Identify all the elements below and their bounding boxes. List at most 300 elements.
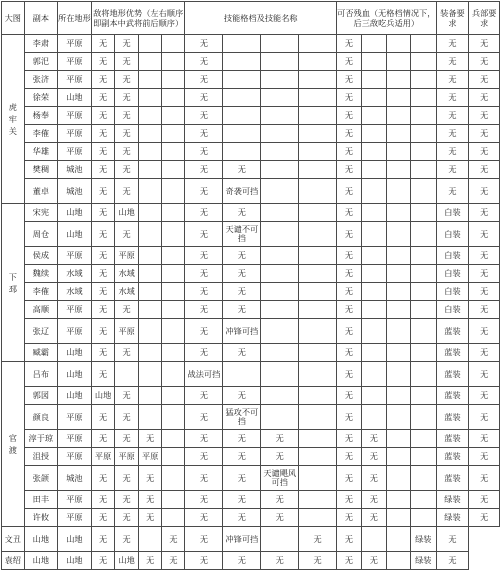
skill-slot-cell: 奇袭可挡 bbox=[223, 179, 261, 204]
low-health-cell bbox=[386, 362, 410, 387]
dungeon-name-cell: 袁绍 bbox=[2, 552, 25, 570]
troop-cell: 无 bbox=[469, 509, 500, 527]
region-label: 官渡 bbox=[8, 433, 17, 455]
terrain-cell: 山地 bbox=[58, 387, 92, 405]
dungeon-name-cell: 张辽 bbox=[24, 319, 57, 344]
low-health-cell: 无 bbox=[337, 430, 362, 448]
low-health-cell: 无 bbox=[337, 161, 362, 179]
low-health-cell bbox=[361, 265, 386, 283]
low-health-cell: 无 bbox=[361, 430, 386, 448]
skill-slot-cell bbox=[261, 53, 299, 71]
skill-slot-cell: 无 bbox=[185, 179, 223, 204]
skill-slot-cell bbox=[299, 71, 337, 89]
region-label: 虎牢关 bbox=[8, 102, 17, 136]
skill-slot-cell bbox=[261, 405, 299, 430]
enemy-advantage-cell: 无 bbox=[91, 89, 115, 107]
enemy-advantage-cell bbox=[162, 71, 185, 89]
low-health-cell: 无 bbox=[337, 405, 362, 430]
enemy-advantage-cell bbox=[138, 204, 162, 222]
terrain-cell: 水域 bbox=[58, 265, 92, 283]
dungeon-name-cell: 华雄 bbox=[24, 143, 57, 161]
skill-slot-cell: 无 bbox=[185, 204, 223, 222]
enemy-advantage-cell bbox=[138, 89, 162, 107]
low-health-cell bbox=[411, 466, 436, 491]
troop-cell: 无 bbox=[469, 107, 500, 125]
skill-slot-cell bbox=[261, 362, 299, 387]
table-row bbox=[2, 125, 500, 143]
equipment-cell: 无 bbox=[436, 35, 469, 53]
skill-slot-cell bbox=[299, 466, 337, 491]
enemy-advantage-cell: 无 bbox=[91, 204, 115, 222]
low-health-cell bbox=[361, 222, 386, 247]
skill-slot-cell: 无 bbox=[185, 265, 223, 283]
enemy-advantage-cell bbox=[162, 509, 185, 527]
enemy-advantage-cell: 无 bbox=[91, 527, 115, 552]
skill-slot-cell bbox=[299, 161, 337, 179]
dungeon-name-cell: 李肃 bbox=[24, 35, 57, 53]
strategy-table-container bbox=[1, 1, 500, 570]
skill-slot-cell: 无 bbox=[223, 430, 261, 448]
troop-cell: 无 bbox=[469, 362, 500, 387]
table-row bbox=[2, 222, 500, 247]
skill-slot-cell: 天谴飓风 可挡 bbox=[261, 466, 299, 491]
enemy-advantage-cell: 无 bbox=[138, 430, 162, 448]
skill-slot-cell bbox=[299, 143, 337, 161]
skill-slot-cell: 无 bbox=[223, 247, 261, 265]
dungeon-name-cell: 樊稠 bbox=[24, 161, 57, 179]
header-skill-slots: 技能格档及技能名称 bbox=[185, 2, 337, 35]
table-row bbox=[2, 344, 500, 362]
low-health-cell bbox=[411, 53, 436, 71]
enemy-advantage-cell: 山地 bbox=[91, 387, 115, 405]
low-health-cell bbox=[386, 344, 410, 362]
low-health-cell: 无 bbox=[337, 301, 362, 319]
table-row bbox=[2, 362, 500, 387]
troop-cell: 无 bbox=[469, 161, 500, 179]
low-health-cell: 无 bbox=[337, 265, 362, 283]
troop-cell: 无 bbox=[469, 430, 500, 448]
skill-slot-cell: 冲锋可挡 bbox=[223, 527, 261, 552]
low-health-cell bbox=[361, 405, 386, 430]
skill-slot-cell: 无 bbox=[223, 265, 261, 283]
terrain-cell: 平原 bbox=[58, 405, 92, 430]
low-health-cell: 无 bbox=[337, 527, 362, 552]
skill-slot-cell bbox=[223, 53, 261, 71]
troop-cell: 无 bbox=[469, 125, 500, 143]
low-health-cell bbox=[411, 125, 436, 143]
enemy-advantage-cell bbox=[115, 362, 139, 387]
skill-slot-cell: 无 bbox=[185, 491, 223, 509]
dungeon-name-cell: 周仓 bbox=[24, 222, 57, 247]
low-health-cell: 无 bbox=[337, 344, 362, 362]
enemy-advantage-cell: 山地 bbox=[58, 527, 92, 552]
table-row bbox=[2, 283, 500, 301]
enemy-advantage-cell bbox=[162, 362, 185, 387]
skill-slot-cell bbox=[299, 125, 337, 143]
equipment-cell: 蓝装 bbox=[436, 405, 469, 430]
enemy-advantage-cell: 无 bbox=[115, 71, 139, 89]
skill-slot-cell: 无 bbox=[261, 491, 299, 509]
enemy-advantage-cell: 无 bbox=[115, 179, 139, 204]
low-health-cell: 无 bbox=[337, 247, 362, 265]
low-health-cell: 无 bbox=[337, 107, 362, 125]
table-row bbox=[2, 448, 500, 466]
enemy-advantage-cell: 平原 bbox=[115, 319, 139, 344]
skill-slot-cell bbox=[223, 125, 261, 143]
enemy-advantage-cell bbox=[162, 448, 185, 466]
equipment-cell: 无 bbox=[436, 125, 469, 143]
table-row bbox=[2, 53, 500, 71]
enemy-advantage-cell: 无 bbox=[138, 491, 162, 509]
skill-slot-cell: 无 bbox=[223, 344, 261, 362]
low-health-cell: 无 bbox=[337, 466, 362, 491]
low-health-cell: 无 bbox=[337, 143, 362, 161]
terrain-cell: 山地 bbox=[58, 344, 92, 362]
terrain-cell: 平原 bbox=[58, 35, 92, 53]
terrain-cell: 平原 bbox=[58, 430, 92, 448]
terrain-cell: 平原 bbox=[58, 301, 92, 319]
table-row bbox=[2, 204, 500, 222]
dungeon-name-cell: 董卓 bbox=[24, 179, 57, 204]
skill-slot-cell: 无 bbox=[185, 430, 223, 448]
enemy-advantage-cell: 无 bbox=[91, 35, 115, 53]
enemy-advantage-cell: 无 bbox=[115, 222, 139, 247]
low-health-cell: 无 bbox=[361, 448, 386, 466]
low-health-cell: 无 bbox=[337, 35, 362, 53]
low-health-cell: 无 bbox=[337, 387, 362, 405]
enemy-advantage-cell: 山地 bbox=[115, 204, 139, 222]
low-health-cell: 无 bbox=[361, 552, 386, 570]
troop-cell: 无 bbox=[469, 222, 500, 247]
enemy-advantage-cell bbox=[162, 466, 185, 491]
enemy-advantage-cell: 无 bbox=[115, 89, 139, 107]
low-health-cell: 无 bbox=[337, 362, 362, 387]
table-row bbox=[2, 319, 500, 344]
skill-slot-cell: 无 bbox=[261, 430, 299, 448]
enemy-advantage-cell: 无 bbox=[115, 466, 139, 491]
skill-slot-cell bbox=[261, 125, 299, 143]
enemy-advantage-cell bbox=[162, 204, 185, 222]
enemy-advantage-cell bbox=[162, 387, 185, 405]
terrain-cell: 平原 bbox=[58, 509, 92, 527]
low-health-cell: 无 bbox=[337, 283, 362, 301]
enemy-advantage-cell: 平原 bbox=[91, 448, 115, 466]
skill-slot-cell: 无 bbox=[223, 466, 261, 491]
low-health-cell bbox=[386, 125, 410, 143]
header-low-health: 可否残血（无格档情况下，后三敌吃兵适用） bbox=[337, 2, 436, 35]
troop-cell: 无 bbox=[469, 247, 500, 265]
enemy-advantage-cell: 无 bbox=[115, 161, 139, 179]
low-health-cell bbox=[386, 222, 410, 247]
low-health-cell bbox=[386, 89, 410, 107]
low-health-cell bbox=[361, 107, 386, 125]
table-row bbox=[2, 265, 500, 283]
equipment-cell: 白装 bbox=[436, 265, 469, 283]
dungeon-name-cell: 臧霸 bbox=[24, 344, 57, 362]
low-health-cell bbox=[361, 247, 386, 265]
low-health-cell bbox=[386, 143, 410, 161]
low-health-cell bbox=[361, 143, 386, 161]
terrain-cell: 平原 bbox=[58, 491, 92, 509]
skill-slot-cell bbox=[261, 387, 299, 405]
equipment-cell: 白装 bbox=[436, 222, 469, 247]
skill-slot-cell: 无 bbox=[185, 161, 223, 179]
low-health-cell: 无 bbox=[337, 448, 362, 466]
enemy-advantage-cell: 水域 bbox=[115, 283, 139, 301]
enemy-advantage-cell: 无 bbox=[115, 125, 139, 143]
low-health-cell bbox=[386, 552, 410, 570]
low-health-cell bbox=[411, 283, 436, 301]
low-health-cell: 无 bbox=[299, 527, 337, 552]
low-health-cell: 无 bbox=[337, 179, 362, 204]
low-health-cell: 无 bbox=[337, 89, 362, 107]
enemy-advantage-cell bbox=[138, 161, 162, 179]
skill-slot-cell: 无 bbox=[261, 552, 299, 570]
troop-cell: 无 bbox=[436, 527, 469, 552]
low-health-cell bbox=[411, 509, 436, 527]
enemy-advantage-cell: 无 bbox=[115, 405, 139, 430]
enemy-advantage-cell: 无 bbox=[91, 301, 115, 319]
terrain-cell: 山地 bbox=[24, 527, 57, 552]
terrain-cell: 平原 bbox=[58, 71, 92, 89]
header-terrain: 所在地形 bbox=[58, 2, 92, 35]
skill-slot-cell bbox=[261, 89, 299, 107]
equipment-cell: 蓝装 bbox=[436, 319, 469, 344]
equipment-cell: 蓝装 bbox=[436, 387, 469, 405]
low-health-cell bbox=[411, 247, 436, 265]
enemy-advantage-cell: 山地 bbox=[58, 552, 92, 570]
header-region: 大图 bbox=[2, 2, 25, 35]
enemy-advantage-cell: 无 bbox=[91, 161, 115, 179]
skill-slot-cell: 无 bbox=[223, 161, 261, 179]
table-row bbox=[2, 71, 500, 89]
skill-slot-cell bbox=[299, 362, 337, 387]
table-row bbox=[2, 527, 500, 552]
terrain-cell: 城池 bbox=[58, 161, 92, 179]
skill-slot-cell: 无 bbox=[185, 283, 223, 301]
skill-slot-cell: 无 bbox=[185, 448, 223, 466]
low-health-cell bbox=[411, 107, 436, 125]
enemy-advantage-cell: 无 bbox=[115, 301, 139, 319]
low-health-cell bbox=[361, 53, 386, 71]
low-health-cell bbox=[386, 107, 410, 125]
low-health-cell bbox=[386, 466, 410, 491]
skill-slot-cell bbox=[223, 143, 261, 161]
enemy-advantage-cell: 无 bbox=[91, 107, 115, 125]
enemy-advantage-cell: 无 bbox=[115, 344, 139, 362]
low-health-cell bbox=[386, 283, 410, 301]
enemy-advantage-cell: 无 bbox=[91, 222, 115, 247]
low-health-cell: 无 bbox=[337, 53, 362, 71]
low-health-cell bbox=[411, 265, 436, 283]
table-row bbox=[2, 89, 500, 107]
dungeon-name-cell: 沮授 bbox=[24, 448, 57, 466]
dungeon-name-cell: 宋宪 bbox=[24, 204, 57, 222]
low-health-cell bbox=[361, 527, 386, 552]
skill-slot-cell bbox=[261, 222, 299, 247]
header-equipment: 装备要求 bbox=[436, 2, 469, 35]
low-health-cell bbox=[386, 301, 410, 319]
enemy-advantage-cell bbox=[138, 222, 162, 247]
troop-cell: 无 bbox=[469, 71, 500, 89]
enemy-advantage-cell: 无 bbox=[91, 125, 115, 143]
enemy-advantage-cell: 无 bbox=[91, 283, 115, 301]
enemy-advantage-cell bbox=[162, 301, 185, 319]
skill-slot-cell bbox=[223, 107, 261, 125]
skill-slot-cell bbox=[223, 35, 261, 53]
enemy-advantage-cell bbox=[162, 430, 185, 448]
skill-slot-cell: 无 bbox=[185, 509, 223, 527]
terrain-cell: 平原 bbox=[58, 143, 92, 161]
enemy-advantage-cell: 无 bbox=[115, 387, 139, 405]
equipment-cell: 白装 bbox=[436, 247, 469, 265]
enemy-advantage-cell: 无 bbox=[115, 143, 139, 161]
low-health-cell bbox=[411, 179, 436, 204]
skill-slot-cell: 无 bbox=[185, 247, 223, 265]
enemy-advantage-cell: 平原 bbox=[138, 448, 162, 466]
enemy-advantage-cell bbox=[162, 143, 185, 161]
enemy-advantage-cell bbox=[138, 107, 162, 125]
enemy-advantage-cell bbox=[162, 179, 185, 204]
low-health-cell: 无 bbox=[337, 509, 362, 527]
table-row bbox=[2, 466, 500, 491]
skill-slot-cell bbox=[261, 527, 299, 552]
enemy-advantage-cell: 无 bbox=[138, 466, 162, 491]
equipment-cell: 无 bbox=[436, 107, 469, 125]
skill-slot-cell: 无 bbox=[223, 204, 261, 222]
low-health-cell bbox=[361, 179, 386, 204]
enemy-advantage-cell bbox=[162, 53, 185, 71]
table-row bbox=[2, 247, 500, 265]
skill-slot-cell: 猛攻不可挡 bbox=[223, 405, 261, 430]
dungeon-name-cell: 李傕 bbox=[24, 125, 57, 143]
equipment-cell: 无 bbox=[436, 71, 469, 89]
enemy-advantage-cell bbox=[138, 53, 162, 71]
low-health-cell bbox=[411, 204, 436, 222]
low-health-cell bbox=[361, 283, 386, 301]
dungeon-name-cell: 田丰 bbox=[24, 491, 57, 509]
skill-slot-cell bbox=[261, 265, 299, 283]
skill-slot-cell: 无 bbox=[261, 448, 299, 466]
skill-slot-cell: 无 bbox=[185, 222, 223, 247]
skill-slot-cell bbox=[299, 430, 337, 448]
region-cell bbox=[2, 204, 25, 362]
enemy-advantage-cell bbox=[138, 362, 162, 387]
enemy-advantage-cell bbox=[138, 405, 162, 430]
low-health-cell: 无 bbox=[337, 319, 362, 344]
low-health-cell: 无 bbox=[361, 466, 386, 491]
troop-cell: 无 bbox=[469, 53, 500, 71]
low-health-cell: 无 bbox=[299, 552, 337, 570]
skill-slot-cell: 无 bbox=[162, 527, 185, 552]
troop-cell: 无 bbox=[469, 204, 500, 222]
low-health-cell bbox=[361, 344, 386, 362]
low-health-cell bbox=[386, 71, 410, 89]
skill-slot-cell: 冲锋可挡 bbox=[223, 319, 261, 344]
skill-slot-cell: 无 bbox=[185, 301, 223, 319]
enemy-advantage-cell: 无 bbox=[91, 491, 115, 509]
enemy-advantage-cell: 无 bbox=[91, 430, 115, 448]
skill-slot-cell: 无 bbox=[185, 405, 223, 430]
skill-slot-cell: 无 bbox=[223, 301, 261, 319]
skill-slot-cell bbox=[299, 387, 337, 405]
terrain-cell: 山地 bbox=[24, 552, 57, 570]
low-health-cell bbox=[411, 143, 436, 161]
enemy-advantage-cell: 无 bbox=[91, 362, 115, 387]
skill-slot-cell: 无 bbox=[223, 283, 261, 301]
skill-slot-cell: 无 bbox=[185, 466, 223, 491]
enemy-advantage-cell bbox=[138, 283, 162, 301]
enemy-advantage-cell: 无 bbox=[115, 491, 139, 509]
table-row bbox=[2, 35, 500, 53]
skill-slot-cell bbox=[261, 107, 299, 125]
dungeon-requirements-table bbox=[1, 1, 500, 570]
table-body bbox=[2, 35, 500, 570]
skill-slot-cell: 战法可挡 bbox=[185, 362, 223, 387]
skill-slot-cell: 无 bbox=[185, 71, 223, 89]
equipment-cell: 蓝装 bbox=[436, 344, 469, 362]
terrain-cell: 城池 bbox=[58, 466, 92, 491]
low-health-cell: 无 bbox=[337, 204, 362, 222]
enemy-advantage-cell: 无 bbox=[91, 179, 115, 204]
terrain-cell: 平原 bbox=[58, 247, 92, 265]
low-health-cell bbox=[361, 301, 386, 319]
enemy-advantage-cell bbox=[162, 319, 185, 344]
enemy-advantage-cell: 平原 bbox=[115, 448, 139, 466]
enemy-advantage-cell bbox=[138, 179, 162, 204]
enemy-advantage-cell bbox=[162, 35, 185, 53]
low-health-cell bbox=[386, 161, 410, 179]
table-row bbox=[2, 161, 500, 179]
skill-slot-cell: 无 bbox=[185, 89, 223, 107]
table-row bbox=[2, 509, 500, 527]
table-row bbox=[2, 107, 500, 125]
skill-slot-cell bbox=[261, 204, 299, 222]
low-health-cell bbox=[361, 35, 386, 53]
low-health-cell bbox=[411, 35, 436, 53]
skill-slot-cell: 无 bbox=[185, 35, 223, 53]
terrain-cell: 水域 bbox=[58, 283, 92, 301]
enemy-advantage-cell bbox=[138, 143, 162, 161]
enemy-advantage-cell: 无 bbox=[91, 143, 115, 161]
skill-slot-cell bbox=[261, 71, 299, 89]
skill-slot-cell bbox=[261, 344, 299, 362]
enemy-advantage-cell: 无 bbox=[91, 466, 115, 491]
enemy-advantage-cell bbox=[162, 125, 185, 143]
skill-slot-cell bbox=[261, 35, 299, 53]
dungeon-name-cell: 李傕 bbox=[24, 283, 57, 301]
terrain-cell: 城池 bbox=[58, 179, 92, 204]
dungeon-name-cell: 侯成 bbox=[24, 247, 57, 265]
skill-slot-cell: 无 bbox=[185, 107, 223, 125]
skill-slot-cell: 无 bbox=[223, 552, 261, 570]
skill-slot-cell: 无 bbox=[185, 552, 223, 570]
terrain-cell: 平原 bbox=[58, 107, 92, 125]
skill-slot-cell: 无 bbox=[185, 53, 223, 71]
skill-slot-cell bbox=[223, 89, 261, 107]
equipment-cell: 无 bbox=[436, 89, 469, 107]
equipment-cell: 白装 bbox=[436, 204, 469, 222]
skill-slot-cell bbox=[261, 301, 299, 319]
troop-cell: 无 bbox=[469, 344, 500, 362]
dungeon-name-cell: 郭汜 bbox=[24, 53, 57, 71]
low-health-cell: 无 bbox=[361, 509, 386, 527]
skill-slot-cell bbox=[299, 222, 337, 247]
low-health-cell: 无 bbox=[361, 491, 386, 509]
low-health-cell bbox=[361, 161, 386, 179]
low-health-cell bbox=[411, 319, 436, 344]
enemy-advantage-cell bbox=[162, 283, 185, 301]
